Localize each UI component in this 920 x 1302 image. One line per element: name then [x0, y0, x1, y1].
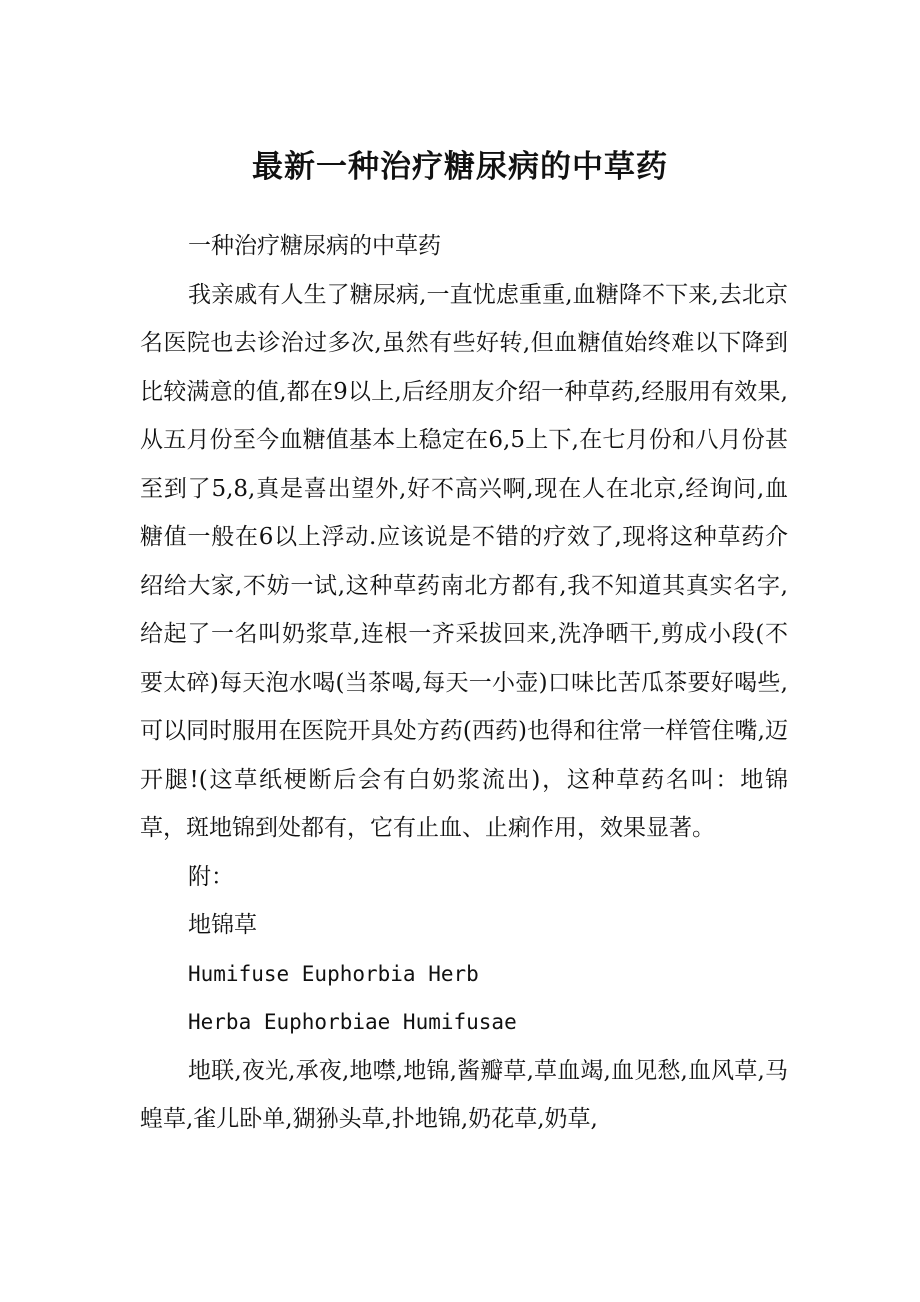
document-body: [140, 222, 788, 1144]
herb-latin-name: Herba Euphorbiae Humifusae: [188, 1010, 517, 1034]
subtitle-paragraph: 一种治疗糖尿病的中草药: [188, 233, 441, 259]
main-paragraph: 我亲戚有人生了糖尿病,一直忧虑重重,血糖降不下来,去北京名医院也去诊治过多次,虽然有些好转,但血糖值始终难以下降到比较满意的值,都在9以上,后经朋友介绍一种草药,经服用有效果,从五月份至今血糖值基本上稳定在6,5上下,在七月份和八月份甚至到了5,8,真是喜出望外,好不高兴啊,现在人在北京,经询问,血糖值一般在6以上浮动.应该说是不错的疗效了,现将这种草药介绍给大家,不妨一试,这种草药南北方都有,我不知道其真实名字,给起了一名叫奶浆草,连根一齐采拔回来,洗净晒干,剪成小段(不要太碎)每天泡水喝(当茶喝,每天一小壶)口味比苦瓜茶要好喝些,可以同时服用在医院开具处方药(西药)也得和往常一样管住嘴,迈开腿!(这草纸梗断后会有白奶浆流出)，这种草药名叫：地锦草，斑地锦到处都有，它有止血、止痢作用，效果显著。: [140, 281, 788, 841]
herb-aliases-paragraph: 地联,夜光,承夜,地噤,地锦,酱瓣草,草血竭,血见愁,血风草,马蝗草,雀儿卧单,猢狲头草,扑地锦,奶花草,奶草,: [140, 1057, 788, 1132]
herb-english-name: Humifuse Euphorbia Herb: [188, 961, 479, 986]
herb-chinese-name: 地锦草: [188, 912, 257, 938]
appendix-label: 附：: [188, 863, 234, 890]
page-title: 最新一种治疗糖尿病的中草药: [252, 149, 668, 185]
